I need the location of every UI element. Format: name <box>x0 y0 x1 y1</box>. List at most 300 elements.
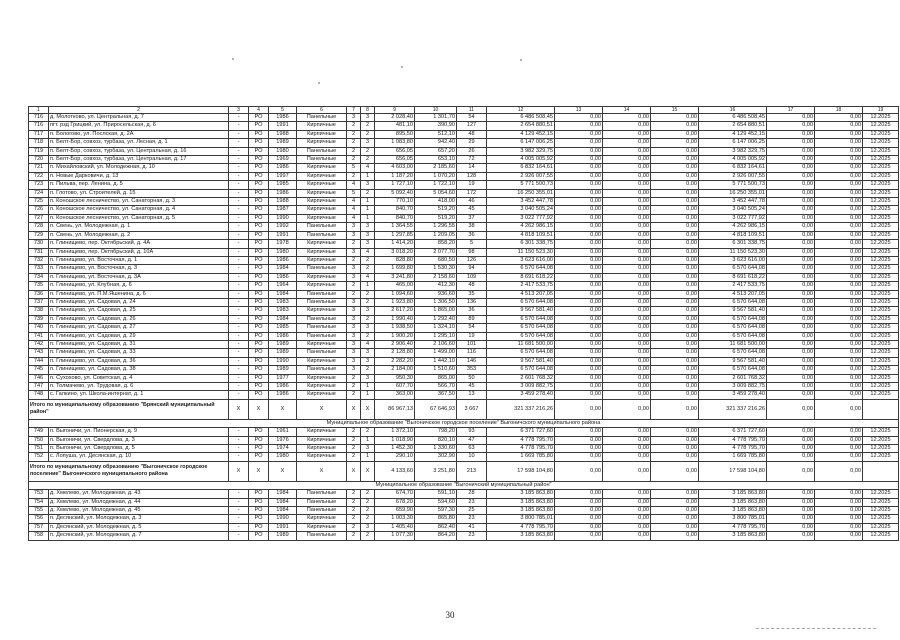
table-cell: 0,00 <box>767 147 815 155</box>
table-cell: - <box>229 315 249 323</box>
table-cell: 0,00 <box>603 366 651 374</box>
table-cell: 3 459 278,40 <box>487 391 555 399</box>
table-cell: 1992 <box>269 223 297 231</box>
table-cell: - <box>229 391 249 399</box>
table-cell: 1 077,30 <box>375 532 415 540</box>
total-cell: 3 667 <box>457 399 487 419</box>
table-cell: 0,00 <box>767 391 815 399</box>
table-cell: 0,00 <box>603 256 651 264</box>
table-cell: Кирпичные <box>297 248 347 256</box>
table-cell: 717 <box>29 130 49 138</box>
table-row <box>29 114 899 122</box>
table-cell: 0,00 <box>815 428 863 436</box>
table-row <box>29 391 899 399</box>
table-cell: 4 778 795,70 <box>487 436 555 444</box>
column-number-cell: 16 <box>699 107 767 114</box>
table-cell: 0,00 <box>651 324 699 332</box>
table-cell: 657,20 <box>415 147 457 155</box>
table-cell: 12.2025 <box>863 139 899 147</box>
table-cell: 0,00 <box>815 248 863 256</box>
table-cell: 1986 <box>269 273 297 281</box>
table-cell: 4 778 795,70 <box>699 523 767 531</box>
total-cell: 0,00 <box>767 461 815 481</box>
table-cell: 2 <box>347 139 361 147</box>
table-cell: 2 <box>361 298 375 306</box>
table-cell: 0,00 <box>603 147 651 155</box>
total-label: Итого по муниципальному образованию "Брянский муниципальный район" <box>29 399 229 419</box>
housing-register-table <box>28 106 899 541</box>
table-cell: 0,00 <box>603 315 651 323</box>
total-cell: 86 967,13 <box>375 399 415 419</box>
table-cell: 3 185 863,80 <box>699 507 767 515</box>
table-cell: 3 009 882,75 <box>699 383 767 391</box>
table-cell: 2 <box>347 147 361 155</box>
table-row <box>29 240 899 248</box>
table-cell: 0,00 <box>651 130 699 138</box>
table-cell: 716 <box>29 114 49 122</box>
table-cell: 0,00 <box>651 383 699 391</box>
table-cell: 0,00 <box>815 515 863 523</box>
table-cell: 4 603,00 <box>375 164 415 172</box>
total-cell: X <box>347 461 361 481</box>
total-cell: X <box>229 399 249 419</box>
table-cell: 2 <box>347 498 361 506</box>
table-cell: п. Глинищево, ул. Садовая, д. 31 <box>49 340 229 348</box>
table-cell: - <box>229 156 249 164</box>
table-cell: 0,00 <box>603 139 651 147</box>
table-cell: 2 <box>347 122 361 130</box>
table-cell: п. Десянский, ул. Молодежная, д. 7 <box>49 532 229 540</box>
table-cell: 735 <box>29 282 49 290</box>
table-row <box>29 282 899 290</box>
table-cell: 0,00 <box>555 265 603 273</box>
table-cell: 0,00 <box>767 256 815 264</box>
table-cell: 0,00 <box>603 324 651 332</box>
table-cell: 0,00 <box>815 532 863 540</box>
table-cell: - <box>229 532 249 540</box>
table-cell: 0,00 <box>815 523 863 531</box>
table-cell: РО <box>249 282 269 290</box>
table-cell: 12.2025 <box>863 189 899 197</box>
table-cell: 5 092,40 <box>375 189 415 197</box>
table-cell: 0,00 <box>651 256 699 264</box>
table-cell: 1988 <box>269 198 297 206</box>
table-cell: 12.2025 <box>863 428 899 436</box>
table-cell: 2 <box>347 515 361 523</box>
table-cell: 19 <box>457 332 487 340</box>
table-cell: 0,00 <box>555 273 603 281</box>
table-cell: 6 570 644,08 <box>487 265 555 273</box>
total-cell: X <box>269 461 297 481</box>
table-cell: 45 <box>457 206 487 214</box>
table-cell: 0,00 <box>815 507 863 515</box>
table-cell: 0,00 <box>651 231 699 239</box>
table-cell: 1984 <box>269 290 297 298</box>
table-cell: 0,00 <box>815 206 863 214</box>
table-cell: с. Лопуша, ул. Десянская, д. 10 <box>49 453 229 461</box>
table-cell: 727 <box>29 214 49 222</box>
table-cell: 3 185 863,80 <box>699 490 767 498</box>
table-cell: 1 669 785,80 <box>699 453 767 461</box>
total-cell: 3 251,80 <box>415 461 457 481</box>
table-cell: 0,00 <box>603 340 651 348</box>
table-cell: 1 <box>361 436 375 444</box>
table-cell: Кирпичные <box>297 340 347 348</box>
table-row <box>29 332 899 340</box>
table-cell: 1 364,55 <box>375 223 415 231</box>
table-cell: 172 <box>457 189 487 197</box>
table-cell: 0,00 <box>815 490 863 498</box>
table-cell: РО <box>249 290 269 298</box>
table-cell: - <box>229 231 249 239</box>
table-cell: п. Глинищево, ул. Садовая, д. 33 <box>49 349 229 357</box>
table-row <box>29 428 899 436</box>
table-cell: 0,00 <box>555 366 603 374</box>
table-cell: 3 <box>361 231 375 239</box>
table-cell: п. Десянский, ул. Молодежная, д. 3 <box>49 515 229 523</box>
table-cell: 2 654 880,51 <box>699 122 767 130</box>
total-cell: 0,00 <box>555 461 603 481</box>
table-cell: РО <box>249 114 269 122</box>
table-row <box>29 248 899 256</box>
table-row <box>29 181 899 189</box>
table-cell: 862,40 <box>415 523 457 531</box>
table-cell: 0,00 <box>651 391 699 399</box>
table-cell: 2 <box>361 290 375 298</box>
table-cell: 0,00 <box>651 436 699 444</box>
table-cell: 29 <box>457 139 487 147</box>
table-cell: 0,00 <box>555 282 603 290</box>
table-cell: РО <box>249 349 269 357</box>
table-cell: 607,70 <box>375 383 415 391</box>
table-cell: 0,00 <box>767 273 815 281</box>
table-cell: 5 <box>347 189 361 197</box>
table-cell: 0,00 <box>555 436 603 444</box>
table-cell: 0,00 <box>651 453 699 461</box>
table-cell: 1964 <box>269 282 297 290</box>
table-cell: - <box>229 445 249 453</box>
table-cell: 0,00 <box>555 240 603 248</box>
section-title: Муниципальное образование "Выгоничское городское поселение" Выгоничского муниципального района <box>29 419 899 427</box>
table-cell: 0,00 <box>767 156 815 164</box>
table-cell: 3 <box>347 366 361 374</box>
table-cell: 0,00 <box>815 198 863 206</box>
table-cell: 6 570 644,08 <box>487 366 555 374</box>
table-cell: 0,00 <box>603 130 651 138</box>
table-cell: 725 <box>29 198 49 206</box>
total-cell: 0,00 <box>555 399 603 419</box>
table-cell: 1 330,60 <box>415 445 457 453</box>
table-cell: 0,00 <box>555 340 603 348</box>
table-row <box>29 315 899 323</box>
table-cell: 2 926 007,55 <box>699 172 767 180</box>
table-cell: 0,00 <box>815 189 863 197</box>
table-cell: 0,00 <box>651 490 699 498</box>
table-cell: 4 <box>361 164 375 172</box>
table-cell: 723 <box>29 181 49 189</box>
table-cell: 1985 <box>269 181 297 189</box>
table-cell: 1 865,00 <box>415 307 457 315</box>
table-cell: 12.2025 <box>863 256 899 264</box>
table-cell: 0,00 <box>815 290 863 298</box>
table-cell: 16 250 355,01 <box>699 189 767 197</box>
table-cell: 0,00 <box>555 383 603 391</box>
table-cell: 722 <box>29 172 49 180</box>
table-cell: 865,80 <box>415 515 457 523</box>
table-cell: 0,00 <box>555 374 603 382</box>
table-cell: 1997 <box>269 172 297 180</box>
table-cell: 0,00 <box>651 248 699 256</box>
table-cell: 2 <box>347 290 361 298</box>
table-cell: 0,00 <box>603 498 651 506</box>
table-row <box>29 223 899 231</box>
table-cell: 758 <box>29 532 49 540</box>
table-row <box>29 532 899 540</box>
table-cell: 1984 <box>269 490 297 498</box>
table-cell: 16 250 355,01 <box>487 189 555 197</box>
table-cell: 12.2025 <box>863 164 899 172</box>
table-cell: 1 296,55 <box>415 223 457 231</box>
table-row <box>29 206 899 214</box>
table-cell: 1 <box>361 172 375 180</box>
table-cell: 753 <box>29 490 49 498</box>
table-cell: - <box>229 164 249 172</box>
table-cell: 0,00 <box>555 332 603 340</box>
column-number-cell: 18 <box>815 107 863 114</box>
table-cell: Панельные <box>297 490 347 498</box>
table-cell: 3 <box>361 181 375 189</box>
table-cell: 3 185 863,80 <box>487 498 555 506</box>
table-cell: 744 <box>29 357 49 365</box>
table-cell: 0,00 <box>555 453 603 461</box>
table-cell: 127 <box>457 122 487 130</box>
table-cell: 2 077,70 <box>415 248 457 256</box>
table-cell: 2 906,40 <box>375 340 415 348</box>
table-cell: п. Белт-Бор, совхоз, турбаза, ул. Лесная, д. 1 <box>49 139 229 147</box>
table-cell: Панельные <box>297 498 347 506</box>
table-cell: 0,00 <box>555 231 603 239</box>
table-cell: 0,00 <box>603 349 651 357</box>
table-cell: 6 147 006,25 <box>699 139 767 147</box>
table-cell: Кирпичные <box>297 130 347 138</box>
column-number-cell: 19 <box>863 107 899 114</box>
table-cell: 0,00 <box>815 256 863 264</box>
table-cell: 2 <box>347 172 361 180</box>
table-cell: 0,00 <box>555 214 603 222</box>
table-cell: 0,00 <box>767 206 815 214</box>
table-cell: 0,00 <box>767 366 815 374</box>
table-cell: 12.2025 <box>863 265 899 273</box>
table-cell: 0,00 <box>603 156 651 164</box>
table-cell: 0,00 <box>767 532 815 540</box>
table-cell: 146 <box>457 357 487 365</box>
table-cell: 680,50 <box>415 256 457 264</box>
table-cell: 3 022 777,92 <box>487 214 555 222</box>
table-cell: 481,10 <box>375 122 415 130</box>
table-cell: 1 <box>361 214 375 222</box>
table-cell: Кирпичные <box>297 391 347 399</box>
table-cell: 0,00 <box>603 490 651 498</box>
table-cell: 3 241,80 <box>375 273 415 281</box>
total-cell: X <box>361 399 375 419</box>
table-cell: 0,00 <box>767 315 815 323</box>
table-cell: - <box>229 515 249 523</box>
table-cell: 0,00 <box>603 181 651 189</box>
table-cell: 0,00 <box>651 265 699 273</box>
table-cell: п. Белт-Бор, совхоз, турбаза, ул. Центральная, д. 16 <box>49 147 229 155</box>
total-row <box>29 461 899 481</box>
table-cell: 6 570 644,08 <box>699 332 767 340</box>
table-cell: 13 <box>457 391 487 399</box>
table-cell: 12.2025 <box>863 436 899 444</box>
table-cell: п. Глотово, ул. Строителей, д. 15 <box>49 189 229 197</box>
total-cell: 0,00 <box>767 399 815 419</box>
table-cell: 12.2025 <box>863 282 899 290</box>
table-cell: 4 262 986,15 <box>699 223 767 231</box>
table-cell: Кирпичные <box>297 256 347 264</box>
table-cell: 2 <box>347 436 361 444</box>
table-cell: РО <box>249 515 269 523</box>
table-cell: 6 371 727,60 <box>487 428 555 436</box>
table-cell: 0,00 <box>555 181 603 189</box>
table-cell: 6 570 644,08 <box>699 265 767 273</box>
table-cell: 3 982 329,75 <box>487 147 555 155</box>
table-cell: 136 <box>457 298 487 306</box>
table-cell: 4 129 452,15 <box>699 130 767 138</box>
table-cell: 3 <box>361 307 375 315</box>
table-cell: 12.2025 <box>863 332 899 340</box>
table-cell: - <box>229 324 249 332</box>
table-cell: 0,00 <box>555 507 603 515</box>
table-cell: Панельные <box>297 114 347 122</box>
table-cell: 2 184,00 <box>375 366 415 374</box>
table-cell: 840,70 <box>375 214 415 222</box>
table-cell: 0,00 <box>815 139 863 147</box>
table-row <box>29 507 899 515</box>
table-cell: 674,70 <box>375 490 415 498</box>
table-cell: 0,00 <box>815 436 863 444</box>
table-cell: 741 <box>29 332 49 340</box>
table-cell: 12.2025 <box>863 307 899 315</box>
table-cell: 0,00 <box>603 374 651 382</box>
table-cell: 12.2025 <box>863 453 899 461</box>
table-cell: 2 <box>347 490 361 498</box>
table-cell: 0,00 <box>603 206 651 214</box>
table-cell: 0,00 <box>815 223 863 231</box>
table-cell: 950,30 <box>375 374 415 382</box>
table-cell: 0,00 <box>815 181 863 189</box>
table-row <box>29 383 899 391</box>
table-cell: 1985 <box>269 324 297 332</box>
table-cell: 0,00 <box>603 114 651 122</box>
table-cell: 3 623 616,00 <box>487 256 555 264</box>
table-cell: 1980 <box>269 248 297 256</box>
table-cell: 0,00 <box>767 428 815 436</box>
column-number-cell: 6 <box>297 107 347 114</box>
table-cell: 126 <box>457 256 487 264</box>
table-cell: 6 371 727,60 <box>699 428 767 436</box>
table-row <box>29 265 899 273</box>
total-cell: 0,00 <box>815 461 863 481</box>
table-cell: 0,00 <box>815 298 863 306</box>
table-cell: 2 <box>361 532 375 540</box>
table-cell: 798,20 <box>415 428 457 436</box>
table-cell: 0,00 <box>555 445 603 453</box>
table-cell: п. Глинищево, ул. Восточная, д. 3 <box>49 265 229 273</box>
table-cell: 2 158,60 <box>415 273 457 281</box>
table-cell: 0,00 <box>815 374 863 382</box>
table-cell: 732 <box>29 256 49 264</box>
table-cell: 25 <box>457 507 487 515</box>
table-cell: 724 <box>29 189 49 197</box>
table-cell: 0,00 <box>815 164 863 172</box>
table-cell: 0,00 <box>603 290 651 298</box>
table-cell: 0,00 <box>767 340 815 348</box>
table-cell: 0,00 <box>651 445 699 453</box>
table-cell: 3 185 863,80 <box>699 532 767 540</box>
table-cell: 2 <box>347 428 361 436</box>
table-cell: 0,00 <box>767 189 815 197</box>
table-cell: 656,05 <box>375 156 415 164</box>
table-cell: 50 <box>457 374 487 382</box>
section-header-row <box>29 419 899 427</box>
table-row <box>29 349 899 357</box>
table-cell: - <box>229 282 249 290</box>
column-number-cell: 8 <box>361 107 375 114</box>
table-cell: РО <box>249 189 269 197</box>
table-cell: 0,00 <box>603 523 651 531</box>
table-cell: 828,80 <box>375 256 415 264</box>
table-cell: Кирпичные <box>297 436 347 444</box>
table-cell: РО <box>249 256 269 264</box>
table-cell: п. Выгоничи, ул. Свердлова, д. 5 <box>49 445 229 453</box>
table-cell: РО <box>249 231 269 239</box>
table-cell: 0,00 <box>815 172 863 180</box>
table-row <box>29 214 899 222</box>
table-cell: 936,60 <box>415 290 457 298</box>
table-cell: п. Десянский, ул. Молодежная, д. 5 <box>49 523 229 531</box>
table-cell: 9 567 581,40 <box>487 357 555 365</box>
table-cell: 0,00 <box>603 164 651 172</box>
table-cell: 38 <box>457 223 487 231</box>
table-cell: 770,10 <box>375 198 415 206</box>
table-cell: 0,00 <box>603 198 651 206</box>
table-cell: 36 <box>457 231 487 239</box>
table-cell: РО <box>249 498 269 506</box>
table-cell: 3 185 863,80 <box>487 490 555 498</box>
table-cell: 1 530,30 <box>415 265 457 273</box>
total-cell: 0,00 <box>651 461 699 481</box>
table-cell: 0,00 <box>815 357 863 365</box>
table-cell: 6 570 644,08 <box>487 332 555 340</box>
table-cell: 4 005 005,92 <box>487 156 555 164</box>
table-cell: 3 800 785,01 <box>699 515 767 523</box>
table-cell: 2 617,20 <box>375 307 415 315</box>
table-cell: 6 570 644,08 <box>487 349 555 357</box>
table-cell: 3 022 777,92 <box>699 214 767 222</box>
table-cell: 45 <box>457 383 487 391</box>
table-cell: 48 <box>457 282 487 290</box>
table-cell: РО <box>249 139 269 147</box>
table-cell: п. Глинищево, ул. Садовая, д. 26 <box>49 315 229 323</box>
table-cell: 3 <box>347 340 361 348</box>
table-cell: - <box>229 357 249 365</box>
table-cell: 739 <box>29 315 49 323</box>
table-cell: п. Глинищево, ул. Садовая, д. 29 <box>49 332 229 340</box>
table-cell: 0,00 <box>767 349 815 357</box>
table-cell: 2 601 768,32 <box>699 374 767 382</box>
table-cell: 1 405,40 <box>375 523 415 531</box>
